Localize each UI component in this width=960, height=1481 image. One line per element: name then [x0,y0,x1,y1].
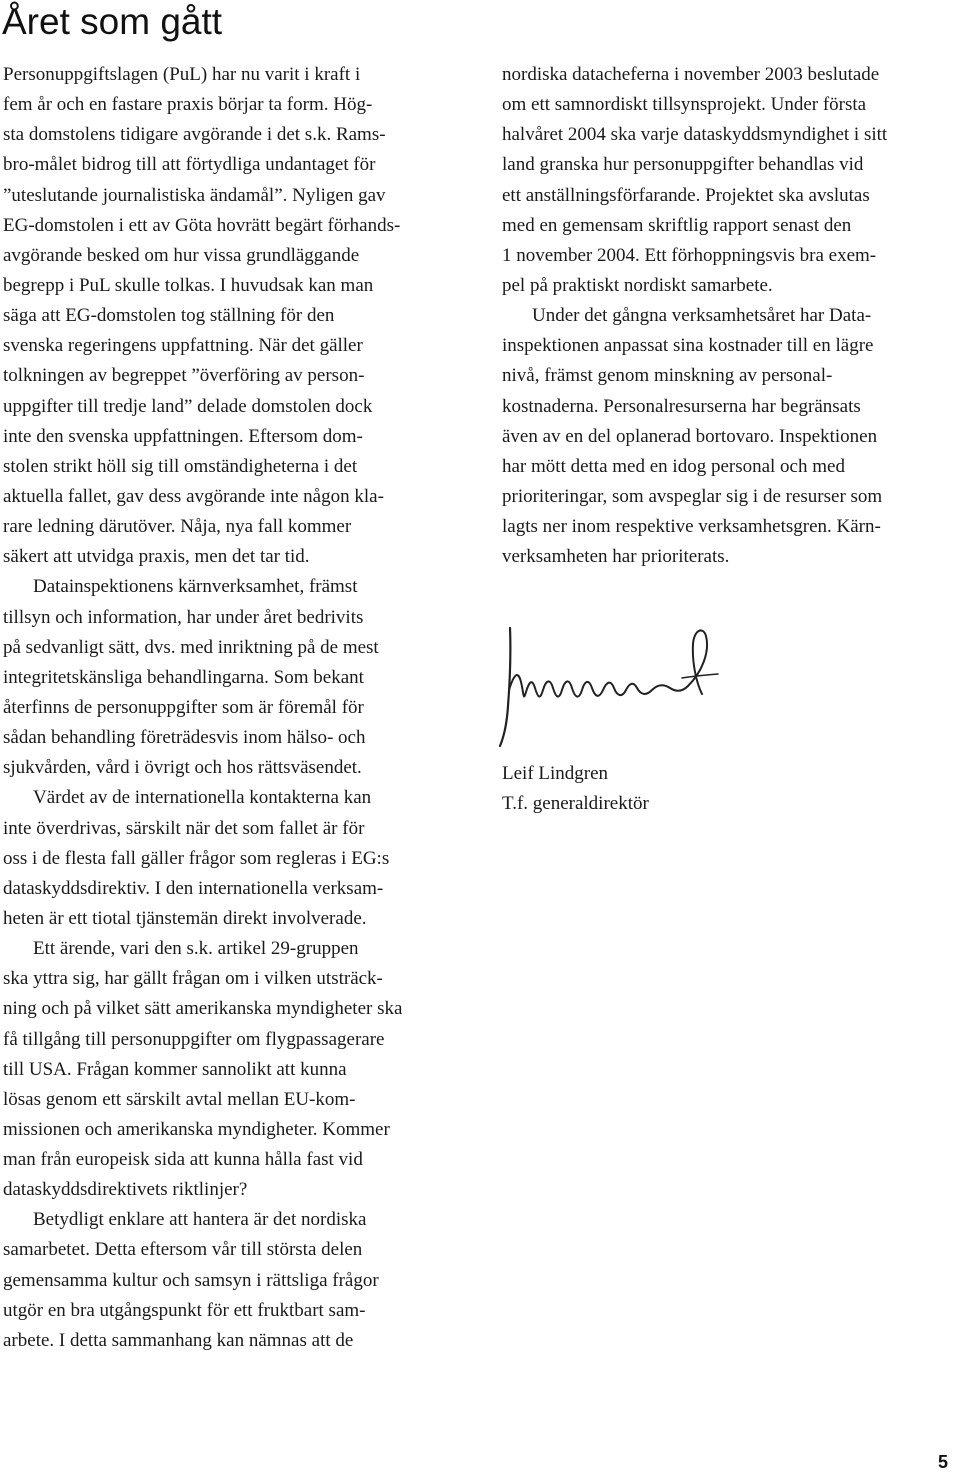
text-line: arbete. I detta sammanhang kan nämnas att de [3,1329,354,1351]
text-line: tolkningen av begreppet ”överföring av person- [3,365,365,387]
text-line: man från europeisk sida att kunna hålla fast vid [3,1149,363,1171]
text-line: Under det gångna verksamhetsåret har Data- [532,305,872,327]
text-line: missionen och amerikanska myndigheter. Kommer [3,1118,390,1140]
text-line: ”uteslutande journalistiska ändamål”. Nyligen gav [3,184,386,206]
text-line: svenska regeringens uppfattning. När det gäller [3,335,363,357]
text-line: Värdet av de internationella kontakterna kan [33,787,372,809]
text-line: inte den svenska uppfattningen. Eftersom dom- [3,425,363,447]
text-line: EG-domstolen i ett av Göta hovrätt begärt förhands- [3,214,401,236]
text-line: aktuella fallet, gav dess avgörande inte någon kla- [3,485,384,507]
text-line: sta domstolens tidigare avgörande i det s.k. Rams- [3,124,386,146]
text-line: Personuppgiftslagen (PuL) har nu varit i kraft i [3,64,361,85]
text-line: om ett samnordiskt tillsynsprojekt. Under första [502,94,867,116]
text-line: heten är ett tiotal tjänstemän direkt involverade. [3,907,367,929]
text-line: Ett ärende, vari den s.k. artikel 29-gruppen [33,938,359,960]
text-line: dataskyddsdirektiv. I den internationella verksam- [3,877,384,899]
text-line: fem år och en fastare praxis börjar ta form. Hög- [3,94,373,116]
text-line: inspektionen anpassat sina kostnader till en lägre [502,335,874,357]
text-line: även av en del oplanerad bortovaro. Inspektionen [502,425,878,447]
text-line: med en gemensam skriftlig rapport senast den [502,214,852,236]
handwritten-signature-icon [496,622,726,750]
text-line: få tillgång till personuppgifter om flygpassagerare [3,1028,385,1050]
text-line: Datainspektionens kärnverksamhet, främst [33,576,358,598]
left-text-column [3,60,463,1356]
text-line: sjukvården, vård i övrigt och hos rättsväsendet. [3,757,362,779]
text-line: oss i de flesta fall gäller frågor som regleras i EG:s [3,847,390,869]
text-line: rare ledning därutöver. Nåja, nya fall kommer [3,516,352,538]
text-line: samarbetet. Detta eftersom vår till största delen [3,1239,363,1261]
text-line: ning och på vilket sätt amerikanska myndigheter ska [3,998,403,1020]
text-line: ett anställningsförfarande. Projektet ska avslutas [502,184,870,206]
signatory-name: Leif Lindgren [502,763,609,784]
text-line: har mött detta med en idog personal och med [502,455,845,477]
text-line: på sedvanligt sätt, dvs. med inriktning på de mest [3,636,379,658]
text-line: lagts ner inom respektive verksamhetsgren. Kärn- [502,516,881,538]
text-line: halvåret 2004 ska varje dataskyddsmyndighet i sitt [502,124,888,146]
text-line: gemensamma kultur och samsyn i rättsliga frågor [3,1269,379,1291]
signatory-role: T.f. generaldirektör [502,793,649,815]
text-line: uppgifter till tredje land” delade domstolen dock [3,395,373,417]
text-line: land granska hur personuppgifter behandlas vid [502,154,864,176]
text-line: till USA. Frågan kommer sannolikt att kunna [3,1058,347,1080]
text-line: integritetskänsliga behandlingarna. Som bekant [3,666,364,688]
text-line: begrepp i PuL skulle tolkas. I huvudsak kan man [3,274,374,296]
text-line: Betydligt enklare att hantera är det nordiska [33,1209,367,1231]
right-text-column [502,60,960,572]
text-line: nordiska datacheferna i november 2003 beslutade [502,64,880,85]
text-line: 1 november 2004. Ett förhoppningsvis bra exem- [502,244,877,266]
text-line: lösas genom ett särskilt avtal mellan EU-kom- [3,1088,356,1110]
text-line: ska yttra sig, har gällt frågan om i vilken utsträck- [3,968,383,990]
text-line: inte överdrivas, särskilt när det som fallet är för [3,817,365,839]
page-number: 5 [938,1452,949,1472]
text-line: kostnaderna. Personalresurserna har begränsats [502,395,861,417]
text-line: tillsyn och information, har under året bedrivits [3,606,364,628]
text-line: stolen strikt höll sig till omständigheterna i det [3,455,358,477]
text-line: säga att EG-domstolen tog ställning för den [3,305,335,327]
text-line: återfinns de personuppgifter som är föremål för [3,696,364,718]
text-line: avgörande besked om hur vissa grundläggande [3,244,360,266]
text-line: verksamheten har prioriterats. [502,546,730,568]
page-title: Året som gått [2,1,223,42]
text-line: bro-målet bidrog till att förtydliga undantaget för [3,154,376,176]
text-line: nivå, främst genom minskning av personal- [502,365,833,387]
text-line: säkert att utvidga praxis, men det tar tid. [3,546,310,568]
text-line: sådan behandling företrädesvis inom hälso- och [3,727,366,749]
text-line: pel på praktiskt nordiskt samarbete. [502,274,773,296]
signature-block [502,759,649,819]
text-line: prioriteringar, som avspeglar sig i de resurser som [502,485,883,507]
text-line: utgör en bra utgångspunkt för ett fruktbart sam- [3,1299,366,1321]
text-line: dataskyddsdirektivets riktlinjer? [3,1179,248,1201]
